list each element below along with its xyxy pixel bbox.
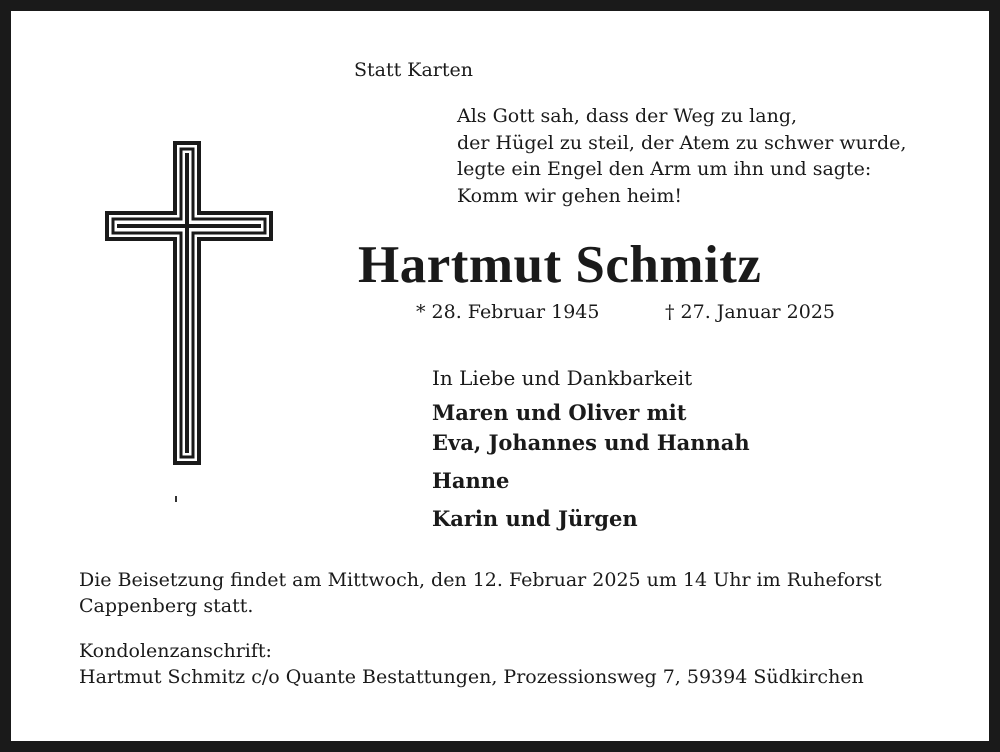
funeral-info: Die Beisetzung findet am Mittwoch, den 12. Februar 2025 um 14 Uhr im Ruheforst Cappenberg statt.	[79, 569, 882, 617]
mourner-line: Hanne	[432, 468, 510, 493]
deceased-name: Hartmut Schmitz	[358, 236, 762, 294]
obituary-card	[11, 11, 989, 741]
poem-line: legte ein Engel den Arm um ihn und sagte:	[457, 158, 872, 180]
cross-icon	[105, 139, 275, 479]
birth-date: * 28. Februar 1945	[416, 301, 600, 323]
mourner-line: Karin und Jürgen	[432, 506, 638, 531]
intro-text: Statt Karten	[354, 59, 474, 81]
mourner-line: Eva, Johannes und Hannah	[432, 430, 750, 455]
poem	[457, 103, 906, 209]
condolence-block	[79, 638, 864, 690]
mourner-line: Maren und Oliver mit	[432, 400, 687, 425]
condolence-address: Hartmut Schmitz c/o Quante Bestattungen, Prozessionsweg 7, 59394 Südkirchen	[79, 666, 864, 688]
mark	[175, 496, 177, 502]
poem-line: der Hügel zu steil, der Atem zu schwer wurde,	[457, 131, 907, 154]
dedication-line: In Liebe und Dankbarkeit	[432, 366, 693, 390]
poem-line: Komm wir gehen heim!	[457, 184, 683, 207]
death-date: † 27. Januar 2025	[665, 301, 836, 323]
condolence-label: Kondolenzanschrift:	[79, 640, 272, 662]
poem-line: Als Gott sah, dass der Weg zu lang,	[457, 105, 798, 127]
mourners-list	[432, 398, 750, 534]
